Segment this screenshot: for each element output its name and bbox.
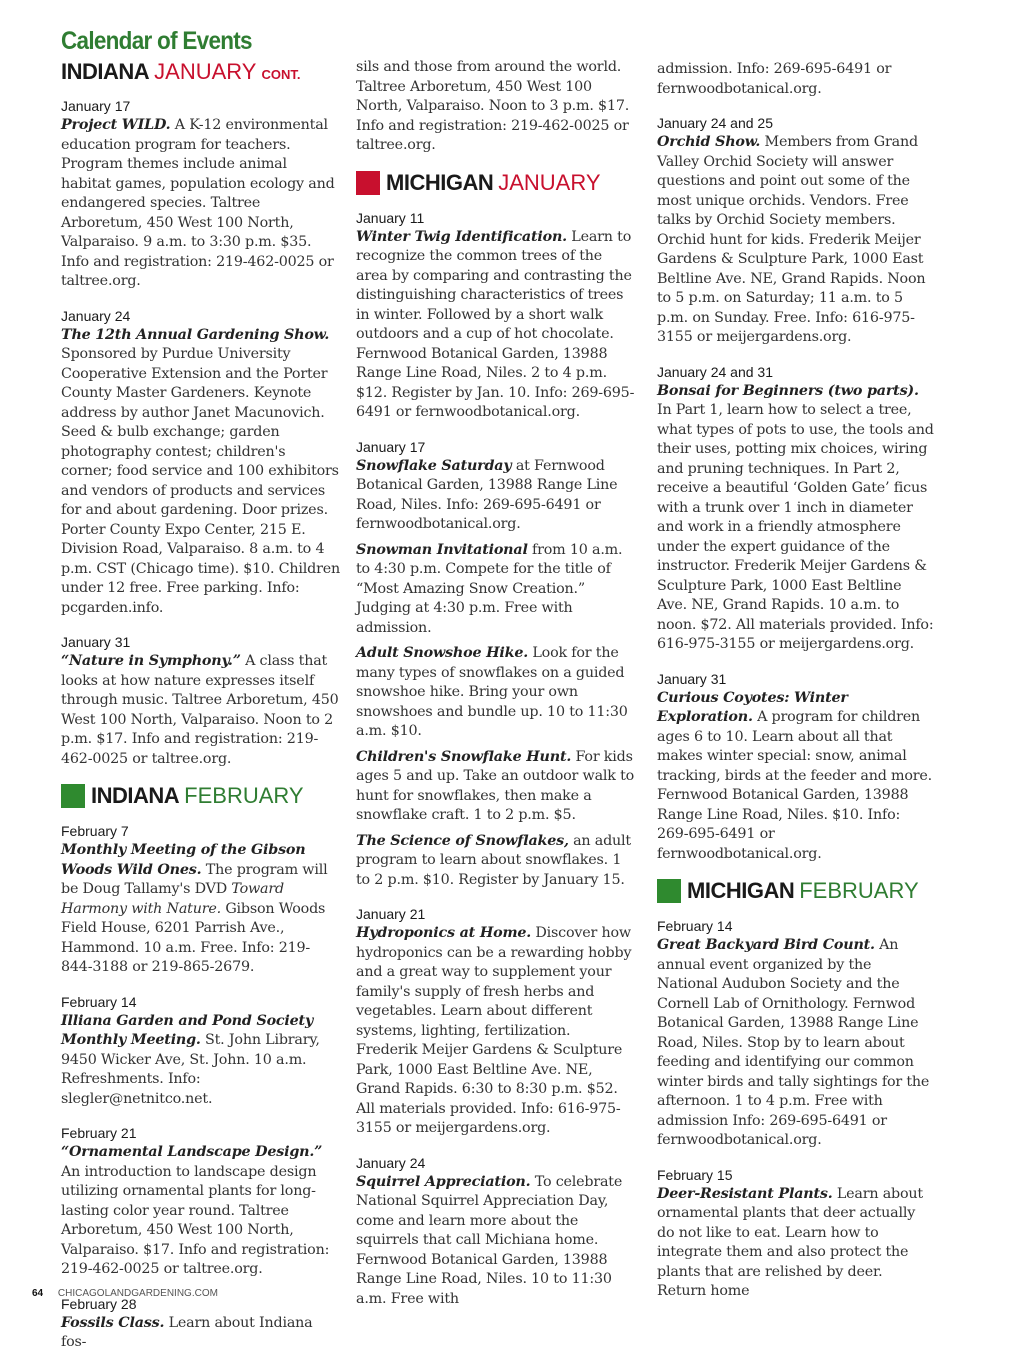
event-item xyxy=(356,437,636,891)
section-square-icon xyxy=(356,171,380,195)
event-title: The 12th Annual Gardening Show. xyxy=(61,326,330,343)
event-description: Learn about Indiana fos- xyxy=(61,1314,313,1350)
event-title: Snowman Invitational xyxy=(356,541,528,558)
event-date: February 15 xyxy=(657,1166,733,1183)
page-footer xyxy=(32,1288,218,1299)
section-square-icon xyxy=(61,784,85,808)
event-description: To celebrate National Squirrel Appreciation Day, come and learn more about the squirrels that call Michiana home. Fernwood Botanical Garden, 13988 Range Line Road, Niles. 10 to 11:30 a.m. Free with xyxy=(356,1173,623,1307)
event-item xyxy=(356,904,636,1139)
section-header-michigan-february xyxy=(657,878,935,904)
event-date: February 7 xyxy=(61,823,129,839)
event-date: February 14 xyxy=(657,918,733,934)
event-description: For kids ages 5 and up. Take an outdoor walk to hunt for snowflakes, then make a snowflake craft. 1 to 2 p.m. $5. xyxy=(356,748,635,823)
event-title: Adult Snowshoe Hike. xyxy=(356,645,529,661)
event-item xyxy=(61,1294,341,1353)
event-date: February 14 xyxy=(61,993,137,1010)
site-url: CHICAGOLANDGARDENING.COM xyxy=(57,1288,218,1299)
event-item xyxy=(61,1123,341,1280)
section-month: FEBRUARY xyxy=(184,783,304,808)
section-square-icon xyxy=(657,879,681,903)
event-item xyxy=(657,1165,935,1302)
event-title: Snowflake Saturday xyxy=(356,457,512,474)
section-state: INDIANA xyxy=(61,59,150,84)
section-cont: CONT. xyxy=(261,67,301,82)
event-date: January 11 xyxy=(356,209,425,226)
event-description: Learn to recognize the common trees of the area by comparing and contrasting the distinguishing characteristics of trees in winter. Followed by a short walk outdoors and a cup of hot chocolate. Fernwood Botanical Garden, 13988 Range Line Road, Niles. 2 to 4 p.m. $12. Register by Jan. 10. Info: 269-695-6491 or fernwoodbotanical.org. xyxy=(356,228,635,420)
event-title: Hydroponics at Home. xyxy=(356,925,532,941)
section-month: JANUARY xyxy=(498,169,601,195)
event-date: January 24 and 31 xyxy=(657,363,773,380)
section-state: MICHIGAN xyxy=(687,878,795,903)
event-title: Curious Coyotes: Winter Exploration. xyxy=(657,689,848,725)
section-header-indiana-january xyxy=(61,56,341,88)
event-title: Illiana Garden and Pond Society Monthly Meeting. xyxy=(61,1012,314,1048)
event-title: Monthly Meeting of the Gibson Woods Wild Ones. xyxy=(61,842,306,878)
event-item xyxy=(61,992,341,1110)
event-description: Learn about ornamental plants that deer actually do not like to eat. Learn how to integrate them and also protect the plants that are relished by deer. Return home xyxy=(657,1185,923,1299)
event-title: Great Backyard Bird Count. xyxy=(657,937,875,953)
event-title: The Science of Snowflakes, xyxy=(356,832,569,849)
section-month: FEBRUARY xyxy=(799,878,919,903)
event-date: January 24 xyxy=(356,1154,426,1171)
event-item xyxy=(356,208,636,423)
event-continuation xyxy=(356,58,636,156)
event-title: “Nature in Symphony.” xyxy=(61,653,241,669)
event-title: Children's Snowflake Hunt. xyxy=(356,748,572,765)
event-item xyxy=(61,306,341,619)
column-2 xyxy=(356,0,636,1323)
event-title: Orchid Show. xyxy=(657,134,761,150)
event-description: at Fernwood Botanical Garden, 13988 Range Line Road, Niles. Info: 269-695-6491 or fernwoodbotanical.org. xyxy=(356,457,618,532)
event-date: January 31 xyxy=(61,634,131,650)
event-title: “Ornamental Landscape Design.” xyxy=(61,1144,323,1160)
event-date: January 31 xyxy=(657,670,727,687)
page-title: Calendar of Events xyxy=(61,27,252,55)
event-date: January 17 xyxy=(356,438,426,455)
event-description: An annual event organized by the National Audubon Society and the Cornell Lab of Ornithology. Fernwod Botanical Garden, 13988 Range Line Road, Niles. Stop by to learn about feeding and identifying our common winter birds and tally sightings for the afternoon. 1 to 4 p.m. Free with admission Info: 269-695-6491 or fernwoodbotanical.org. xyxy=(657,937,930,1148)
event-description: Members from Grand Valley Orchid Society will answer questions and point out some of the most unique orchids. Vendors. Free talks by Orchid Society members. Orchid hunt for kids. Frederik Meijer Gardens & Sculpture Park, 1000 East Beltline Ave. NE, Grand Rapids. Noon to 5 p.m. on Saturday; 11 a.m. to 5 p.m. on Sunday. Free. Info: 616-975-3155 or meijergardens.org. xyxy=(657,134,926,345)
event-title: Deer-Resistant Plants. xyxy=(657,1185,833,1202)
event-item xyxy=(657,669,935,865)
event-description: an adult program to learn about snowflakes. 1 to 2 p.m. $10. Register by January 15. xyxy=(356,832,631,888)
event-title: Fossils Class. xyxy=(61,1314,165,1331)
event-date: February 21 xyxy=(61,1125,137,1141)
event-title: Winter Twig Identification. xyxy=(356,228,567,245)
event-item xyxy=(356,1153,636,1310)
event-description: Gibson Woods Field House, 6201 Parrish Ave., Hammond. 10 a.m. Free. Info: 219-844-3188 or 219-865-2679. xyxy=(61,900,326,975)
column-1 xyxy=(61,0,341,1367)
event-description: A program for children ages 6 to 10. Learn about all that makes winter special: snow, animal tracking, birds at the feeder and more. Fernwood Botanical Garden, 13988 Range Line Road, Niles. $10. Info: 269-695-6491 or fernwoodbotanical.org. xyxy=(657,709,932,862)
event-item xyxy=(61,821,341,978)
event-date: January 21 xyxy=(356,906,426,922)
event-description: The program will be Doug Tallamy's DVD xyxy=(61,861,328,897)
event-description: An introduction to landscape design utilizing ornamental plants for long-lasting color year round. Taltree Arboretum, 450 West 100 North, Valparaiso. $17. Info and registration: 219-462-0025 or taltree.org. xyxy=(61,1163,330,1277)
continued-text: sils and those from around the world. Taltree Arboretum, 450 West 100 North, Valparaiso. Noon to 3 p.m. $17. Info and registration: 219-462-0025 or taltree.org. xyxy=(356,59,630,153)
event-item xyxy=(61,96,341,292)
event-title: Bonsai for Beginners (two parts). xyxy=(657,382,919,399)
event-description: from 10 a.m. to 4:30 p.m. Compete for the title of “Most Amazing Snow Creation.” Judging at 4:30 p.m. Free with admission. xyxy=(356,541,623,636)
event-date: January 17 xyxy=(61,98,131,114)
event-description: Discover how hydroponics can be a rewarding hobby and a great way to supplement your family's supply of fresh herbs and vegetables. Learn about different systems, lighting, fertilization. Frederik Meijer Gardens & Sculpture Park, 1000 East Beltline Ave. NE, Grand Rapids. 6:30 to 8:30 p.m. $52. All materials provided. Info: 616-975-3155 or meijergardens.org. xyxy=(356,925,632,1136)
section-state: INDIANA xyxy=(91,783,180,808)
event-item xyxy=(657,362,935,655)
section-header-michigan-january xyxy=(356,170,636,196)
event-title: Squirrel Appreciation. xyxy=(356,1173,531,1190)
event-italic: Toward Harmony with Nature. xyxy=(61,881,284,917)
page-number: 64 xyxy=(32,1288,44,1299)
column-3 xyxy=(657,0,935,1316)
section-state: MICHIGAN xyxy=(386,169,494,195)
event-description: Look for the many types of snowflakes on a guided snowshoe hike. Bring your own snowshoes and bundle up. 10 to 11:30 a.m. $10. xyxy=(356,645,628,739)
event-description: Sponsored by Purdue University Cooperative Extension and the Porter County Master Gardeners. Keynote address by author Janet Macunovich. Seed & bulb exchange; garden photography contest; children's corner; food service and 100 exhibitors and vendors of products and services for and about gardening. Door prizes. Porter County Expo Center, 215 E. Division Road, Valparaiso. 8 a.m. to 4 p.m. CST (Chicago time). $10. Children under 12 free. Free parking. Info: pcgarden.info. xyxy=(61,346,341,616)
event-item xyxy=(61,632,341,769)
section-month: JANUARY xyxy=(154,59,257,84)
event-description: St. John Library, 9450 Wicker Ave, St. John. 10 a.m. Refreshments. Info: slegler@netnitco.net. xyxy=(61,1032,320,1107)
event-description: A K-12 environmental education program for teachers. Program themes include animal habitat games, population ecology and endangered species. Taltree Arboretum, 450 West 100 North, Valparaiso. 9 a.m. to 3:30 p.m. $35. Info and registration: 219-462-0025 or taltree.org. xyxy=(61,117,335,289)
event-description: A class that looks at how nature expresses itself through music. Taltree Arboretum, 450 West 100 North, Valparaiso. Noon to 2 p.m. $17. Info and registration: 219-462-0025 or taltree.org. xyxy=(61,653,339,767)
event-item xyxy=(657,916,935,1151)
event-continuation xyxy=(657,60,935,99)
event-date: January 24 xyxy=(61,307,131,324)
continued-text: admission. Info: 269-695-6491 or fernwoodbotanical.org. xyxy=(657,61,892,97)
event-date: January 24 and 25 xyxy=(657,115,773,131)
event-description: In Part 1, learn how to select a tree, what types of pots to use, the tools and their uses, potting mix choices, wiring and pruning techniques. In Part 2, receive a beautiful ‘Golden Gate’ ficus with a trunk over 1 inch in diameter and work in a friendly atmosphere under the expert guidance of the instructor. Frederik Meijer Gardens & Sculpture Park, 1000 East Beltline Ave. NE, Grand Rapids. 10 a.m. to noon. $72. All materials provided. Info: 616-975-3155 or meijergardens.org. xyxy=(657,402,934,652)
event-title: Project WILD. xyxy=(61,117,171,133)
event-item xyxy=(657,113,935,348)
event-date: February 28 xyxy=(61,1295,137,1312)
section-header-indiana-february xyxy=(61,783,341,809)
